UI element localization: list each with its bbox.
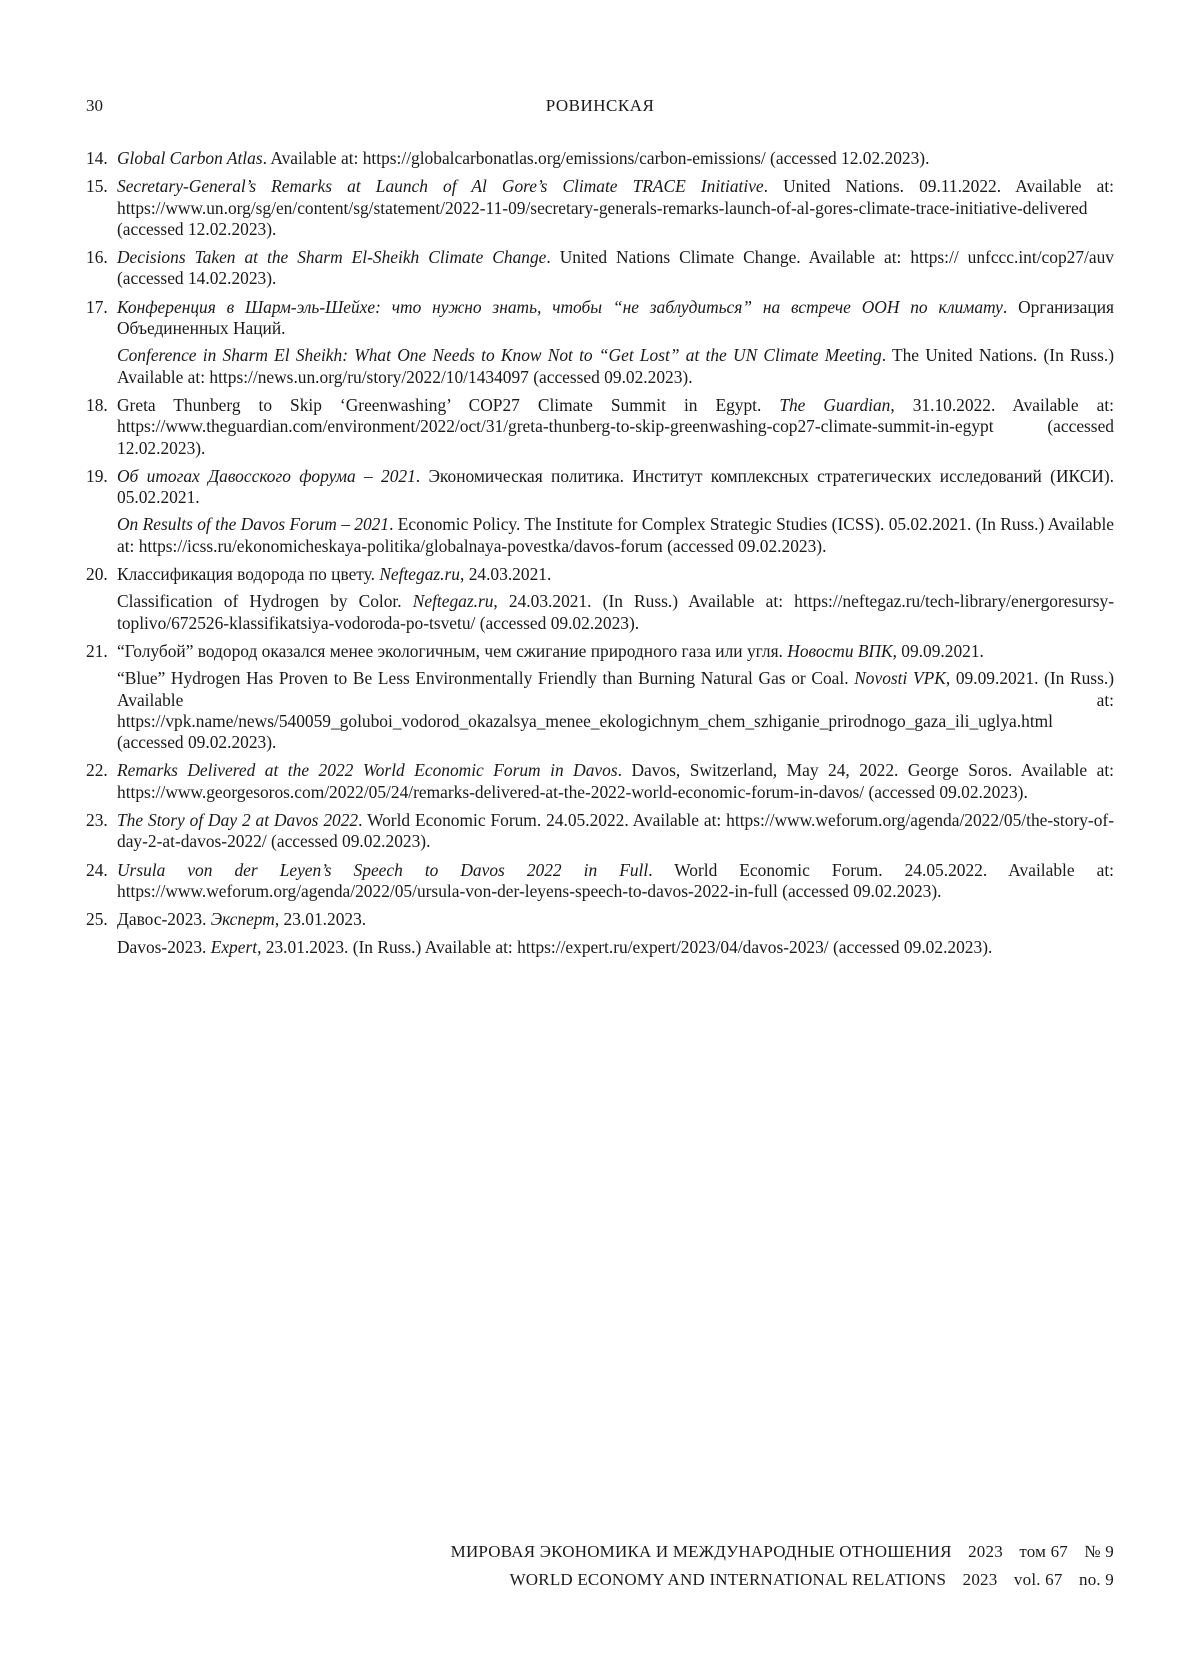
reference-number: 16. xyxy=(86,247,108,268)
reference-number: 18. xyxy=(86,394,108,415)
reference-segment: , 09.09.2021. xyxy=(892,640,984,661)
reference-text xyxy=(117,641,1114,662)
reference-segment: . Economic Policy. The Institute for Complex Strategic Studies (ICSS). 05.02.2021. (In Russ.) Available at: https://icss.ru/ekonomicheskaya-politika/globalnaya-povestka/davos-forum (accessed 09.02.2023). xyxy=(117,514,1114,556)
reference-text xyxy=(117,395,1114,459)
reference-segment: “Голубой” водород оказался менее экологичным, чем сжигание природного газа или угля. xyxy=(117,640,788,661)
reference-number: 23. xyxy=(86,810,108,831)
reference-item xyxy=(86,148,1114,169)
reference-segment: . World Economic Forum. 24.05.2022. Available at: https://www.weforum.org/agenda/2022/05/ursula-von-der-leyens-speech-to-davos-2022-in-full (accessed 09.02.2023). xyxy=(117,859,1114,901)
reference-title-italic: Конференция в Шарм-эль-Шейхе: что нужно знать, чтобы “не заблудиться” на встрече ООН по климату xyxy=(117,296,1003,317)
reference-title-italic: Ursula von der Leyen’s Speech to Davos 2022 in Full xyxy=(117,859,649,880)
reference-item xyxy=(86,760,1114,803)
reference-item xyxy=(86,641,1114,753)
reference-number: 25. xyxy=(86,909,108,930)
reference-text xyxy=(117,564,1114,585)
reference-number: 24. xyxy=(86,859,108,880)
reference-translation xyxy=(117,345,1114,388)
reference-item xyxy=(86,297,1114,388)
reference-number: 14. xyxy=(86,148,108,168)
reference-segment: . Davos, Switzerland, May 24, 2022. George Soros. Available at: https://www.georgesoros.com/2022/05/24/remarks-delivered-at-the-2022-world-economic-forum-in-davos/ (accessed 09.02.2023). xyxy=(117,760,1114,802)
reference-title-italic: Об итогах Давосского форума – 2021 xyxy=(117,465,416,486)
reference-text xyxy=(117,148,1114,169)
reference-title-italic: Conference in Sharm El Sheikh: What One Needs to Know Not to “Get Lost” at the UN Climate Meeting xyxy=(117,345,882,366)
reference-number: 19. xyxy=(86,465,108,486)
reference-text xyxy=(117,466,1114,509)
reference-title-italic: The Story of Day 2 at Davos 2022 xyxy=(117,810,359,831)
reference-segment: Классификация водорода по цвету. xyxy=(117,564,380,585)
reference-text xyxy=(117,909,1114,930)
reference-text xyxy=(117,860,1114,903)
reference-segment: , 24.03.2021. xyxy=(460,564,552,585)
reference-item xyxy=(86,395,1114,459)
reference-title-italic: Novosti VPK xyxy=(854,668,946,689)
reference-item xyxy=(86,466,1114,557)
journal-footer-en xyxy=(300,1570,1114,1590)
reference-segment: , 24.03.2021. (In Russ.) Available at: https://neftegaz.ru/tech-library/energoresursy-toplivo/672526-klassifikatsiya-vodoroda-po-tsvetu/ (accessed 09.02.2023). xyxy=(117,591,1115,633)
reference-list xyxy=(86,148,1114,965)
reference-translation xyxy=(117,591,1114,634)
reference-text xyxy=(117,176,1114,240)
reference-title-italic: On Results of the Davos Forum – 2021 xyxy=(117,514,390,535)
reference-segment: . The United Nations. (In Russ.) Available at: https://news.un.org/ru/story/2022/10/1434097 (accessed 09.02.2023). xyxy=(117,345,1114,387)
reference-text xyxy=(117,297,1114,340)
reference-number: 20. xyxy=(86,564,108,585)
reference-title-italic: Neftegaz.ru xyxy=(379,564,460,585)
reference-item xyxy=(86,810,1114,853)
journal-volume-ru: том 67 xyxy=(1019,1542,1068,1561)
reference-title-italic: The Guardian xyxy=(779,394,891,415)
reference-segment: . Available at: https://globalcarbonatlas.org/emissions/carbon-emissions/ (accessed 12.02.2023). xyxy=(262,148,930,168)
reference-segment: Давос-2023. xyxy=(117,909,211,930)
reference-text xyxy=(117,247,1114,290)
reference-number: 22. xyxy=(86,760,108,781)
page-number: 30 xyxy=(86,96,103,115)
journal-footer-ru xyxy=(300,1542,1114,1562)
reference-segment: , 09.09.2021. (In Russ.) Available at: https://vpk.name/news/540059_goluboi_vodorod_okazalsya_menee_ekologichnym_chem_szhiganie_prirodnogo_gaza_ili_uglya.html (accessed 09.02.2023). xyxy=(117,668,1114,753)
reference-segment: Greta Thunberg to Skip ‘Greenwashing’ COP27 Climate Summit in Egypt. xyxy=(117,394,780,415)
reference-segment: . United Nations Climate Change. Available at: https:// unfccc.int/cop27/auv (accessed 14.02.2023). xyxy=(117,247,1114,289)
reference-number: 15. xyxy=(86,176,108,197)
reference-item xyxy=(86,176,1114,240)
reference-title-italic: Remarks Delivered at the 2022 World Economic Forum in Davos xyxy=(117,760,618,781)
reference-number: 17. xyxy=(86,296,108,317)
reference-segment: . Экономическая политика. Институт комплексных стратегических исследований (ИКСИ). 05.02.2021. xyxy=(117,465,1114,508)
reference-title-italic: Новости ВПК xyxy=(787,640,893,661)
journal-year-ru: 2023 xyxy=(968,1542,1003,1561)
reference-item xyxy=(86,247,1114,290)
reference-title-italic: Эксперт xyxy=(210,909,275,930)
reference-title-italic: Decisions Taken at the Sharm El-Sheikh Climate Change xyxy=(117,247,547,268)
reference-segment: , 23.01.2023. xyxy=(274,909,367,930)
reference-number: 21. xyxy=(86,640,108,661)
reference-title-italic: Neftegaz.ru xyxy=(412,591,494,612)
reference-translation xyxy=(117,668,1114,753)
reference-item xyxy=(86,564,1114,634)
journal-issue-ru: № 9 xyxy=(1084,1542,1114,1561)
reference-segment: Davos-2023. xyxy=(117,936,211,957)
reference-title-italic: Global Carbon Atlas xyxy=(117,148,263,168)
reference-translation xyxy=(117,514,1114,557)
journal-volume-en: vol. 67 xyxy=(1013,1570,1063,1589)
reference-segment: “Blue” Hydrogen Has Proven to Be Less Environmentally Friendly than Burning Natural Gas or Coal. xyxy=(117,668,855,689)
page-header xyxy=(86,96,1114,120)
reference-segment: Classification of Hydrogen by Color. xyxy=(117,591,413,612)
journal-name-en: WORLD ECONOMY AND INTERNATIONAL RELATIONS xyxy=(509,1570,947,1589)
reference-title-italic: Secretary-General’s Remarks at Launch of Al Gore’s Climate TRACE Initiative xyxy=(117,176,764,197)
reference-title-italic: Expert xyxy=(210,936,258,957)
reference-segment: , 31.10.2022. Available at: https://www.theguardian.com/environment/2022/oct/31/greta-thunberg-to-skip-greenwashing-cop27-climate-summit-in-egypt (accessed 12.02.2023). xyxy=(117,394,1114,458)
reference-segment: . World Economic Forum. 24.05.2022. Available at: https://www.weforum.org/agenda/2022/05/the-story-of-day-2-at-davos-2022/ (accessed 09.02.2023). xyxy=(117,810,1115,852)
reference-translation xyxy=(117,937,1114,958)
reference-segment: . Организация Объединенных Наций. xyxy=(117,296,1114,339)
reference-segment: , 23.01.2023. (In Russ.) Available at: https://expert.ru/expert/2023/04/davos-2023/ (accessed 09.02.2023). xyxy=(257,936,993,957)
running-title: РОВИНСКАЯ xyxy=(545,96,655,115)
reference-item xyxy=(86,909,1114,958)
journal-issue-en: no. 9 xyxy=(1079,1570,1114,1589)
reference-text xyxy=(117,810,1114,853)
journal-year-en: 2023 xyxy=(962,1570,998,1589)
reference-text xyxy=(117,760,1114,803)
reference-item xyxy=(86,860,1114,903)
reference-segment: . United Nations. 09.11.2022. Available at: https://www.un.org/sg/en/content/sg/statement/2022-11-09/secretary-generals-remarks-launch-of-al-gores-climate-trace-initiative-delivered (accessed 12.02.2023). xyxy=(117,176,1115,239)
journal-name-ru: МИРОВАЯ ЭКОНОМИКА И МЕЖДУНАРОДНЫЕ ОТНОШЕНИЯ xyxy=(450,1542,952,1561)
